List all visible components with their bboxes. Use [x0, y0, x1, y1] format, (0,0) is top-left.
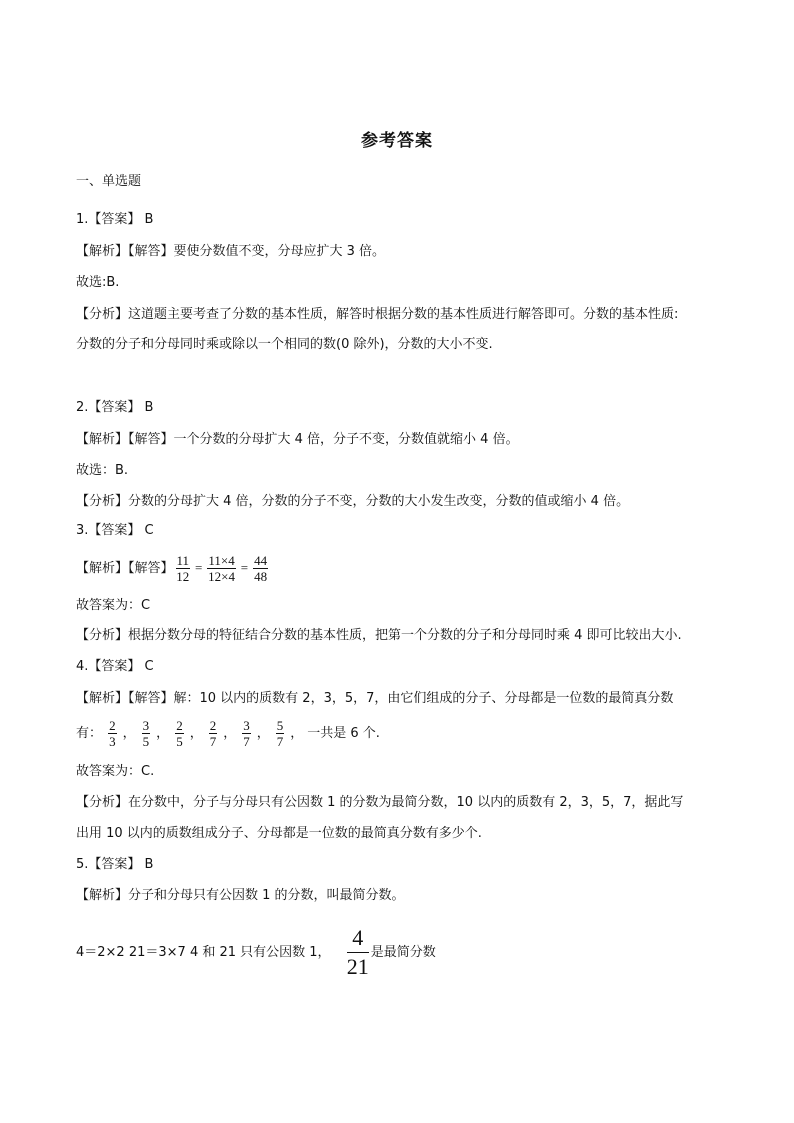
q1-note-line1: 【分析】这道题主要考查了分数的基本性质，解答时根据分数的基本性质进行解答即可。分数的基本性质:: [76, 307, 679, 322]
q3-analysis-prefix: 【解析】【解答】: [76, 561, 174, 576]
q1-answer: 1.【答案】 B: [76, 212, 154, 227]
fraction-item: $\frac{3}{5}$: [142, 718, 150, 749]
fraction-44-48: $\frac{44}{48}$: [254, 553, 268, 584]
fraction-item: $\frac{2}{5}$: [176, 718, 183, 749]
q4-note-line1: 【分析】在分数中，分子与分母只有公因数 1 的分数为最简分数，10 以内的质数有 2，3，5，7，据此写: [76, 795, 684, 810]
q1-analysis: 【解析】【解答】要使分数值不变，分母应扩大 3 倍。: [76, 244, 386, 259]
q1-note-line2: 分数的分子和分母同时乘或除以一个相同的数(0 除外)，分数的大小不变.: [76, 337, 493, 352]
q1-choice: 故选:B.: [76, 275, 120, 290]
q4-analysis: 【解析】【解答】解：10 以内的质数有 2，3，5，7，由它们组成的分子、分母都是一位数的最简真分数: [76, 691, 674, 706]
fraction-11x4-12x4: $\frac{11\times 4}{12\times 4}$: [208, 553, 235, 584]
equals-sign: =: [240, 560, 249, 575]
equals-sign: =: [195, 560, 203, 575]
q5-conclusion: [76, 925, 436, 981]
q2-answer: 2.【答案】 B: [76, 400, 154, 415]
q3-choice: 故答案为：C: [76, 598, 151, 613]
q2-analysis: 【解析】【解答】一个分数的分母扩大 4 倍，分子不变，分数值就缩小 4 倍。: [76, 432, 519, 447]
q5-answer: 5.【答案】 B: [76, 857, 154, 872]
q2-choice: 故选：B.: [76, 463, 129, 478]
q5-line-suffix: 是最简分数: [370, 945, 436, 960]
section-heading: 一、单选题: [76, 174, 142, 189]
fraction-item: $\frac{2}{7}$: [209, 718, 217, 749]
q4-tail: 一共是 6 个.: [307, 726, 380, 741]
fraction-item: $\frac{5}{7}$: [276, 718, 284, 749]
fraction-11-12: $\frac{11}{12}$: [176, 553, 190, 584]
q4-answer: 4.【答案】 C: [76, 659, 154, 674]
page-title: 参考答案: [361, 131, 433, 151]
fraction-item: $\frac{3}{7}$: [243, 718, 250, 749]
q2-note: 【分析】分数的分母扩大 4 倍，分数的分子不变，分数的大小发生改变，分数的值或缩小 4 倍。: [76, 494, 630, 509]
fraction-item: $\frac{2}{3}$: [109, 718, 116, 749]
q4-choice: 故答案为：C.: [76, 764, 155, 779]
q5-line-prefix: 4＝2×2 21＝3×7 4 和 21 只有公因数 1，: [76, 945, 331, 960]
q3-analysis: [76, 553, 270, 584]
q4-have-label: 有：: [76, 726, 103, 741]
fraction-4-21: $\frac{4}{21}$: [346, 925, 369, 979]
q3-note: 【分析】根据分数分母的特征结合分数的基本性质，把第一个分数的分子和分母同时乘 4 即可比较出大小.: [76, 628, 682, 643]
q5-analysis: 【解析】分子和分母只有公因数 1 的分数，叫最简分数。: [76, 888, 405, 903]
q4-fraction-list: 有： $\frac{2}{3}$ ， $\frac{3}{5}$ ， $\frac{2}{5}$ ， $\frac{2}{7}$ ， $\frac{3}{7}$ ， $\frac{5}{7}$ ， 一共是 6 个.: [76, 718, 380, 749]
q4-note-line2: 出用 10 以内的质数组成分子、分母都是一位数的最简真分数有多少个.: [76, 826, 482, 841]
q3-answer: 3.【答案】 C: [76, 523, 154, 538]
